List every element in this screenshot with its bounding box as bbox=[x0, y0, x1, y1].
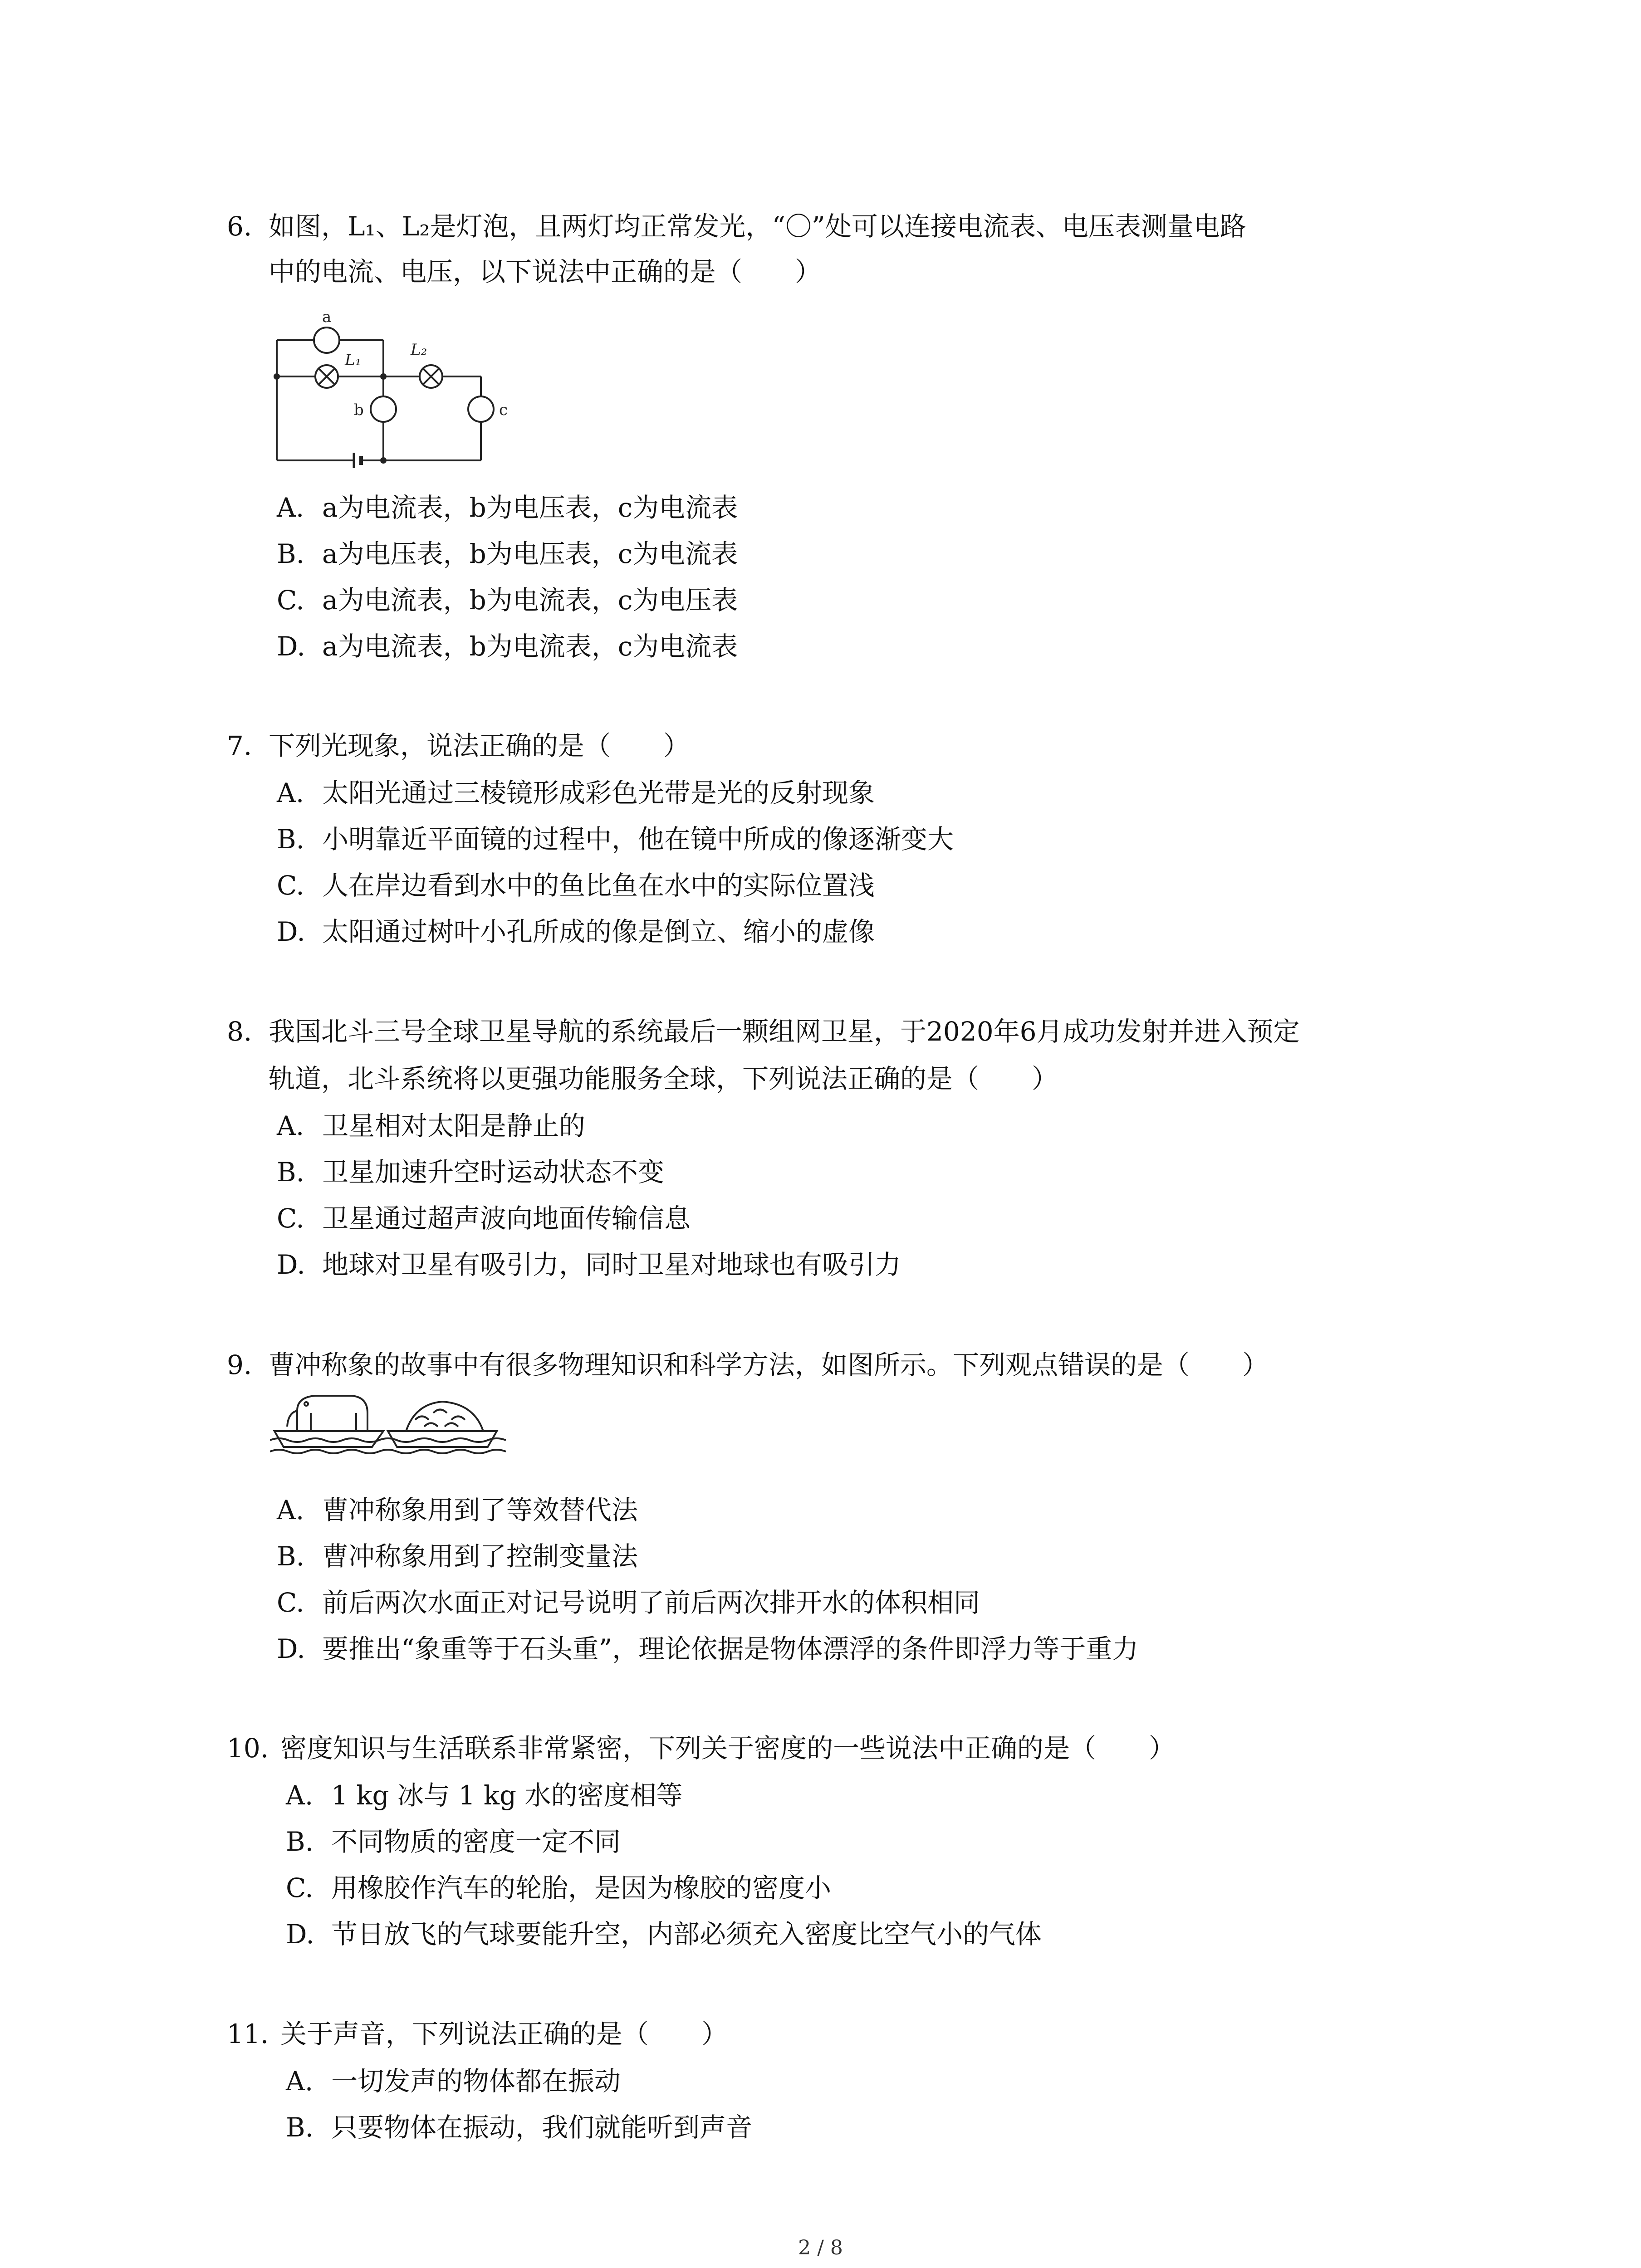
question-number: 9. bbox=[227, 1349, 252, 1380]
page-number: 2 / 8 bbox=[798, 2236, 843, 2259]
label-l2: L₂ bbox=[411, 341, 427, 359]
option-d[interactable]: D. 节日放飞的气球要能升空，内部必须充入密度比空气小的气体 bbox=[286, 1919, 1042, 1950]
option-c[interactable]: C. 前后两次水面正对记号说明了前后两次排开水的体积相同 bbox=[277, 1587, 980, 1618]
label-c: c bbox=[499, 401, 508, 419]
option-b[interactable]: B. 小明靠近平面镜的过程中，他在镜中所成的像逐渐变大 bbox=[277, 824, 954, 855]
option-d[interactable]: D. 要推出“象重等于石头重”，理论依据是物体漂浮的条件即浮力等于重力 bbox=[277, 1633, 1139, 1664]
question-stem: 关于声音，下列说法正确的是（ ） bbox=[280, 2019, 728, 2049]
elephant-boat-illustration bbox=[270, 1386, 506, 1467]
question-stem: 我国北斗三号全球卫星导航的系统最后一颗组网卫星，于2020年6月成功发射并进入预定 bbox=[269, 1016, 1300, 1047]
option-a[interactable]: A. 曹冲称象用到了等效替代法 bbox=[277, 1495, 638, 1525]
option-b[interactable]: B. 卫星加速升空时运动状态不变 bbox=[277, 1157, 665, 1188]
question-number: 10. bbox=[227, 1733, 269, 1764]
question-number: 7. bbox=[227, 730, 252, 761]
question-stem: 曹冲称象的故事中有很多物理知识和科学方法，如图所示。下列观点错误的是（ ） bbox=[269, 1349, 1269, 1380]
option-a[interactable]: A. 一切发声的物体都在振动 bbox=[286, 2066, 621, 2097]
label-l1: L₁ bbox=[345, 351, 362, 369]
option-d[interactable]: D. a为电流表，b为电流表，c为电流表 bbox=[277, 631, 738, 662]
option-a[interactable]: A. 卫星相对太阳是静止的 bbox=[277, 1110, 586, 1141]
meter-c-circle bbox=[468, 396, 494, 422]
label-a: a bbox=[322, 308, 332, 326]
option-b[interactable]: B. a为电压表，b为电压表，c为电流表 bbox=[277, 538, 738, 569]
question-stem: 密度知识与生活联系非常紧密，下列关于密度的一些说法中正确的是（ ） bbox=[280, 1733, 1176, 1764]
meter-a-circle bbox=[314, 327, 339, 353]
label-b: b bbox=[354, 401, 364, 419]
question-number: 11. bbox=[227, 2019, 269, 2049]
option-d[interactable]: D. 太阳通过树叶小孔所成的像是倒立、缩小的虚像 bbox=[277, 916, 875, 947]
option-c[interactable]: C. a为电流表，b为电流表，c为电压表 bbox=[277, 585, 738, 616]
option-a[interactable]: A. a为电流表，b为电压表，c为电流表 bbox=[277, 492, 738, 523]
option-c[interactable]: C. 人在岸边看到水中的鱼比鱼在水中的实际位置浅 bbox=[277, 870, 875, 901]
option-b[interactable]: B. 不同物质的密度一定不同 bbox=[286, 1826, 621, 1857]
question-stem: 下列光现象，说法正确的是（ ） bbox=[269, 730, 690, 761]
option-a[interactable]: A. 太阳光通过三棱镜形成彩色光带是光的反射现象 bbox=[277, 777, 875, 808]
question-stem: 如图，L₁、L₂是灯泡，且两灯均正常发光，“〇”处可以连接电流表、电压表测量电路 bbox=[269, 211, 1246, 242]
meter-b-circle bbox=[371, 396, 396, 422]
option-d[interactable]: D. 地球对卫星有吸引力，同时卫星对地球也有吸引力 bbox=[277, 1249, 901, 1280]
question-stem: 轨道，北斗系统将以更强功能服务全球，下列说法正确的是（ ） bbox=[269, 1063, 1058, 1094]
circuit-diagram bbox=[272, 304, 526, 476]
question-stem: 中的电流、电压，以下说法中正确的是（ ） bbox=[269, 256, 822, 287]
option-c[interactable]: C. 卫星通过超声波向地面传输信息 bbox=[277, 1203, 691, 1234]
option-b[interactable]: B. 曹冲称象用到了控制变量法 bbox=[277, 1541, 638, 1572]
question-number: 6. bbox=[227, 211, 252, 242]
option-c[interactable]: C. 用橡胶作汽车的轮胎，是因为橡胶的密度小 bbox=[286, 1872, 832, 1903]
option-a[interactable]: A. 1 kg 冰与 1 kg 水的密度相等 bbox=[286, 1780, 683, 1811]
option-b[interactable]: B. 只要物体在振动，我们就能听到声音 bbox=[286, 2112, 753, 2143]
question-number: 8. bbox=[227, 1016, 252, 1047]
